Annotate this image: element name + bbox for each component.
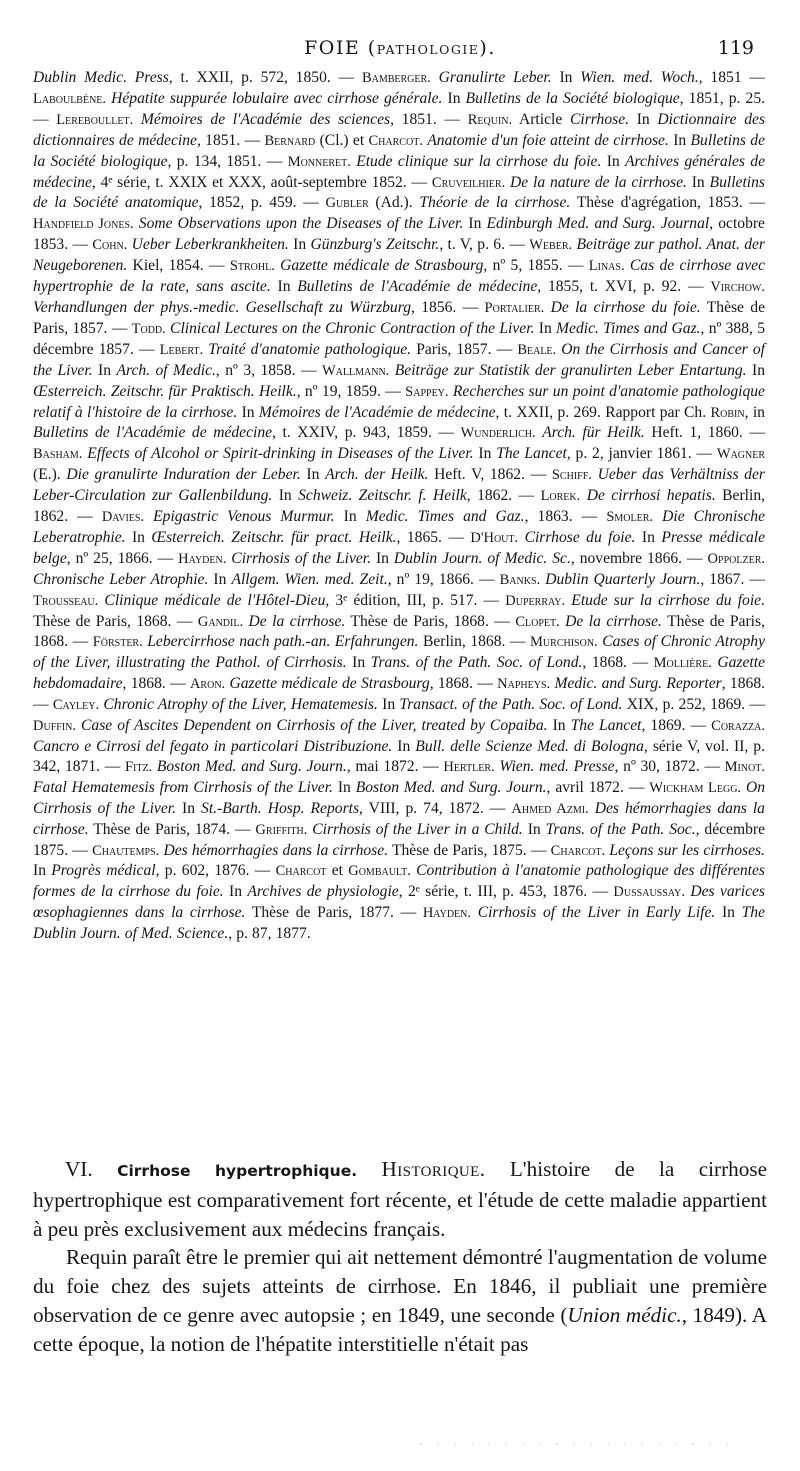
biblio-title: Verhandlungen der phys.-medic. Gesellschaft zu Würzburg [33,298,412,316]
biblio-text: , 1855, t. XVI, p. 92. — [537,278,711,296]
biblio-title: Die granulirte Induration der Leber. [66,466,301,484]
biblio-author: Robin [710,404,745,421]
biblio-text: In [522,820,546,838]
biblio-text: , 1868. — [33,675,766,714]
biblio-author: Gandil. [197,613,244,630]
biblio-author: Duperray. [505,592,566,609]
biblio-text: (Ad.). [368,194,420,212]
biblio-text: In [715,904,742,922]
biblio-title: The Lancet [496,445,567,463]
biblio-text: , 1852, p. 459. — [198,194,326,212]
biblio-author: Sappey. [405,383,449,400]
biblio-title: Bulletins de l'Académie de médecine [297,278,538,296]
biblio-text: In [463,215,487,233]
biblio-text: In [332,778,356,796]
biblio-text: , 3ᵉ édition, III, p. 517. — [325,591,506,609]
biblio-title: Ueber Leberkrankheiten. [131,236,289,254]
biblio-title: On Cirrhosis of the Liver. [33,778,765,817]
biblio-title: De la cirrhose du foie. [550,298,701,316]
biblio-title: Dublin Journ. of Medic. Sc. [393,549,571,567]
biblio-text: In [668,131,691,149]
biblio-text: , avril 1872. — [546,778,650,796]
running-head [0,36,800,62]
biblio-title: De cirrhosi hepatis. [586,487,716,505]
biblio-author: Wallmann. [322,362,390,379]
biblio-text: , t. XXII, p. 572, 1850. — [168,69,362,86]
biblio-text: In [547,717,571,735]
biblio-text: , 4ᵉ série, t. XXIX et XXX, août-septembre 1852. — [91,173,432,191]
biblio-title: Arch. of Medic. [116,361,216,379]
biblio-title: Effects of Alcohol or Spirit-drinking in Diseases of the Liver. [87,445,474,463]
biblio-text: et [326,862,349,880]
biblio-title: Bulletins de la Société biologique [465,89,680,107]
biblio-title: Clinique médicale de l'Hôtel-Dieu [104,591,326,609]
biblio-title: Théorie de la cirrhose. [419,194,571,212]
section-paragraph-2 [33,1243,767,1358]
biblio-title: Anatomie d'un foie atteint de cirrhose. [427,131,669,149]
biblio-title: Boston Med. and Surg. Journ. [156,757,347,775]
biblio-title: Chronische Leber Atrophie. [33,570,209,588]
biblio-text: In [125,528,152,546]
biblio-text: , p. 602, 1876. — [155,862,276,880]
section-paragraph-1 [33,1155,767,1243]
biblio-text: , nº 388, 5 décembre 1857. — [33,319,765,358]
biblio-text: , série V, vol. II, p. 342, 1871. — [33,738,765,775]
biblio-text: , 1851. — [196,131,265,149]
biblio-title: Bull. delle Scienze Med. di Bologna [415,738,644,755]
biblio-text: In [208,570,232,588]
biblio-author: Smoler. [606,509,654,526]
biblio-title: Gazette médicale de Strasbourg [280,257,484,275]
biblio-text: , 1851. — [390,110,468,128]
biblio-text: , nº 30, 1872. — [614,757,725,775]
biblio-text: In [223,883,248,901]
biblio-title: Gazette hebdomadaire [33,654,765,693]
biblio-title: Des hémorrhagies dans la cirrhose. [33,799,765,838]
biblio-title: Leçons sur les cirrhoses. [609,841,765,859]
biblio-title: Allgem. Wien. med. Zeit. [231,570,388,588]
biblio-text: In [635,528,662,546]
biblio-text: In [346,654,371,672]
biblio-text: In [746,361,765,379]
biblio-author: Griffith. [255,821,308,838]
biblio-title: Cirrhosis of the Liver. [231,549,372,567]
biblio-title: Granulirte Leber. [438,69,552,86]
biblio-title: Medic. and Surg. Reporter [554,675,722,693]
biblio-author: Hertler. [443,758,495,775]
biblio-text: , 1868. — [429,675,498,693]
biblio-text: Thèse de Paris, 1868. — [345,612,516,630]
biblio-title: Schweiz. Zeitschr. f. Heilk [298,487,467,505]
biblio-author: Minot. [724,758,765,775]
biblio-text: (E.). [33,466,67,484]
biblio-text: , nº 19, 1859. — [296,382,406,400]
biblio-author: Clopet. [515,613,560,630]
biblio-text: Thèse de Paris, 1877. — [245,904,423,922]
biblio-text: In [442,89,466,107]
biblio-text: In [175,799,202,817]
biblio-text: Berlin, 1862. — [33,487,766,526]
page-number: 119 [717,37,754,59]
biblio-title: Contribution à l'anatomie pathologique des différentes formes de la cirrhose du foie. [33,862,765,901]
biblio-title: Archives générales de médecine [33,152,765,191]
running-title [0,36,800,62]
biblio-text: (Cl.) et [315,131,369,149]
biblio-text [144,508,153,525]
biblio-author: Strohl. [229,258,275,275]
biblio-author: Charcot [275,863,327,880]
biblio-title: Clinical Lectures on the Chronic Contraction of the Liver. [170,319,535,337]
biblio-author: Cayley. [52,697,100,714]
biblio-text: , octobre 1853. — [33,215,765,254]
biblio-title: Some Observations upon the Diseases of the Liver. [138,215,464,233]
section-historique-label: Historique. [381,1157,486,1181]
biblio-title: On the Cirrhosis and Cancer of the Liver. [33,340,765,379]
biblio-text [431,69,439,86]
biblio-text: XIX, p. 252, 1869. — [622,696,766,714]
biblio-author: Ahmed Azmi. [511,800,589,817]
biblio-author: Trousseau. [33,592,99,609]
biblio-text: In [629,110,658,128]
biblio-title: Des varices œsophagiennes dans la cirrhose. [33,883,765,922]
biblio-author: Hayden. [178,550,227,567]
biblio-text: , 1851, p. 25. — [33,89,766,128]
biblio-title: Cirrhosis of the Liver in a Child. [312,820,523,838]
title-open-paren: ( [367,37,377,59]
biblio-text: , t. XXIV, p. 943, 1859. — [272,424,461,442]
biblio-text: , 1863. — [524,508,607,526]
title-main: FOIE [304,37,361,59]
biblio-author: Chautemps. [92,842,160,859]
biblio-title: Dublin Quarterly Journ. [545,570,701,588]
biblio-title: Epigastric Venous Murmur. [153,508,335,526]
title-sub: PATHOLOGIE [376,42,480,57]
biblio-title: Chronic Atrophy of the Liver, Hematemesis. [103,696,378,714]
biblio-text: , t. V, p. 6. — [439,236,530,254]
biblio-title: Wien. med. Presse [499,757,615,775]
biblio-text: In [392,738,416,755]
biblio-title: Traité d'anatomie pathologique. [208,340,412,358]
biblio-title: Die Chronische Leberatrophie. [33,508,765,546]
biblio-author: Banks. [499,571,541,588]
biblio-text: In [92,361,117,379]
biblio-title: Cancro e Cirrosi del fegato in particolari Distribuzione. [33,738,393,755]
biblio-author: Linas. [588,258,625,275]
biblio-text: , 1865. — [396,528,471,546]
biblio-author: Napheys. [497,676,551,693]
biblio-author: Beale. [517,341,557,358]
biblio-text: In [686,173,710,191]
biblio-text: In [288,236,311,254]
biblio-title: Hépatite suppurée lobulaire avec cirrhose générale. [111,89,443,107]
biblio-text: , 1851 — [698,69,766,86]
biblio-author: Virchow. [710,279,765,296]
biblio-author: Bernard [264,132,316,149]
biblio-title: Lebercirrhose nach path.-an. Erfahrungen. [147,633,419,651]
biblio-title: Cirrhose du foie. [524,528,636,546]
biblio-title: The Lancet [570,717,642,735]
biblio-author: Lebert. [159,341,204,358]
biblio-author: Dussaussay. [613,884,685,901]
biblio-title: Presse médicale belge [33,528,766,567]
biblio-author: Lereboullet. [56,111,134,128]
biblio-title: Ueber das Verhältniss der Leber-Circulation zur Gallenbildung. [33,466,765,505]
section-paragraph-2-citation: Union médic. [567,1302,682,1327]
biblio-title: Bulletins de l'Académie de médecine [33,424,273,442]
biblio-text: , mai 1872. — [346,757,444,775]
biblio-text: Thèse de Paris, 1875. — [388,841,551,859]
biblio-author: Duffin. [33,718,76,735]
biblio-author: Monneret. [287,153,351,170]
bibliography-block [33,68,765,944]
biblio-title: Beiträge zur pathol. Anat. der Neugeborenen. [33,236,765,275]
biblio-text: , in [744,403,765,421]
biblio-text [653,508,662,525]
biblio-author: Lorek. [540,488,581,505]
biblio-text: Berlin, 1868. — [418,633,531,651]
biblio-title: Günzburg's Zeitschr. [310,236,440,254]
biblio-text: In [272,487,299,505]
biblio-author: Wickham Legg. [649,779,742,796]
biblio-title: Case of Ascites Dependent on Cirrhosis of the Liver, treated by Copaiba. [81,717,548,735]
biblio-title: Cirrhosis of the Liver in Early Life. [477,904,716,922]
biblio-title: Des hémorrhagies dans la cirrhose. [163,841,389,859]
biblio-text: Thèse de Paris, 1857. — [33,298,766,337]
biblio-author: Laboulbène. [33,90,107,107]
biblio-text: , 1862. — [466,487,541,505]
biblio-title: Bulletins de la Société biologique [33,131,765,170]
biblio-title: De la cirrhose. [248,612,346,630]
biblio-title: Trans. of the Path. Soc. of Lond. [370,654,583,672]
biblio-title: Cases of Chronic Atrophy of the Liver, illustrating the Pathol. of Cirrhosis. [33,633,765,672]
biblio-title: Wien. med. Woch. [580,69,699,86]
biblio-text: Thèse de Paris, 1868. — [33,612,198,630]
biblio-title: Transact. of the Path. Soc. of Lond. [399,696,623,714]
biblio-author: Wunderlich. [460,425,536,442]
biblio-author: Corazza. [711,718,766,735]
biblio-author: Weber. [529,237,573,254]
biblio-title: Bulletins de la Société anatomique [33,173,765,212]
biblio-title: Beiträge zur Statistik der granulirten Leber Entartung. [394,361,747,379]
biblio-text: In [551,69,581,86]
biblio-text: , p. 134, 1851. — [167,152,288,170]
section-title: Cirrhose hypertrophique. [117,1162,358,1180]
biblio-author: Schiff. [551,467,592,484]
biblio-title: Etude clinique sur la cirrhose du foie. [356,152,602,170]
biblio-text: Kiel, 1854. — [127,257,230,275]
biblio-title: Trans. of the Path. Soc. [545,820,696,838]
biblio-title: The Dublin Journ. of Med. Science. [33,904,766,943]
biblio-author: Murchison. [530,634,598,651]
biblio-title: Medic. Times and Gaz. [556,319,701,337]
biblio-text: , nº 19, 1866. — [387,570,500,588]
biblio-author: Handfield Jones. [33,216,134,233]
biblio-text: In [270,278,298,296]
biblio-text: In [377,696,400,714]
biblio-title: Cas de cirrhose avec hypertrophie de la rate, sans ascite. [33,257,765,296]
title-close-paren: ). [479,37,496,59]
biblio-author: Hayden. [422,905,472,922]
biblio-text: , décembre 1875. — [33,820,766,859]
biblio-author: Davies. [101,509,145,526]
biblio-title: De la nature de la cirrhose. [510,173,687,191]
biblio-text: , 1868. — [582,654,654,672]
biblio-title: Edinburgh Med. and Surg. Journal [486,215,710,233]
biblio-author: Mollière. [653,655,712,672]
biblio-author: Förster. [92,634,143,651]
biblio-text: , 1868. — [122,675,190,693]
biblio-text: In [334,508,366,526]
biblio-title: Dictionnaire des dictionnaires de médecine [33,110,766,149]
biblio-author: Gubler [325,195,369,212]
biblio-title: Archives de physiologie [247,883,399,901]
biblio-text: Thèse d'agrégation, 1853. — [570,194,765,212]
biblio-title: De la cirrhose. [565,612,662,630]
bottom-print-marks: . . . . . . . . . . . . . . . . . . . [420,1437,735,1447]
biblio-text: Thèse de Paris, 1868. — [33,612,765,651]
section-vi [33,1155,767,1359]
biblio-text: Heft. 1, 1860. — [644,424,765,442]
biblio-title: Mémoires de l'Académie de médecine [258,403,496,421]
biblio-text: In [33,862,52,880]
biblio-text: Article [512,110,570,128]
biblio-text: In [473,445,497,463]
biblio-title: Cirrhose. [569,110,630,128]
biblio-title: Medic. Times and Gaz. [365,508,525,526]
biblio-author: Aron. [189,676,226,693]
section-number: VI. [65,1157,93,1181]
biblio-text: Thèse de Paris, 1874. — [88,820,256,838]
biblio-title: Etude sur la cirrhose du foie. [571,591,765,609]
section-paragraph-1-text: L'histoire de la cirrhose hypertrophique est comparativement fort récente, et l'étude de cette maladie appartient à peu près exclusivement aux médecins français. [33,1157,767,1241]
biblio-author: Requin. [467,111,513,128]
biblio-title: Œsterreich. Zeitschr. für Praktisch. Heilk. [33,382,297,400]
biblio-text [133,111,141,128]
biblio-text: In [371,549,394,567]
biblio-title: Fatal Hematemesis from Cirrhosis of the Liver. [33,778,333,796]
biblio-author: Charcot. [368,132,423,149]
biblio-text: , 1869. — [641,717,712,735]
biblio-text: , nº 25, 1866. — [66,549,179,567]
biblio-author: D'Hout. [470,529,519,546]
biblio-title: Arch. für Heilk. [542,424,645,442]
biblio-title: Progrès médical [51,862,156,880]
biblio-title: Œsterreich. Zeitschr. für pract. Heilk. [151,528,397,546]
biblio-text: , nº 5, 1855. — [483,257,589,275]
biblio-title: St.-Barth. Hosp. Reports [201,799,360,817]
biblio-author: Oppolzer. [707,550,765,567]
biblio-text: , t. XXII, p. 269. Rapport par Ch. [495,403,711,421]
biblio-text: , p. 2, janvier 1861. — [566,445,717,463]
biblio-text: In [534,319,557,337]
biblio-text: , novembre 1866. — [570,549,708,567]
biblio-title: Boston Med. and Surg. Journ. [355,778,547,796]
biblio-author: Wagner [716,446,766,463]
biblio-author: Cohn. [92,237,128,254]
biblio-text: Heft. V, 1862. — [428,466,552,484]
biblio-author: Fitz. [124,758,153,775]
biblio-text: , p. 87, 1877. [228,925,311,943]
biblio-text: , VIII, p. 74, 1872. — [359,799,512,817]
biblio-title: Arch. der Heilk. [325,466,429,484]
biblio-author: Bamberger. [361,70,431,86]
biblio-author: Charcot. [550,842,606,859]
biblio-text [471,904,478,921]
biblio-text: , 1867. — [700,570,766,588]
biblio-author: Basham. [33,446,83,463]
biblio-author: Portalier. [484,299,545,316]
biblio-title: Mémoires de l'Académie des sciences [140,110,391,128]
biblio-title: Recherches sur un point d'anatomie pathologique relatif à l'histoire de la cirrhose. [33,382,765,421]
biblio-text: , nº 3, 1858. — [215,361,322,379]
biblio-text: , 2ᵉ série, t. III, p. 453, 1876. — [398,883,614,901]
biblio-title: Dublin Medic. Press [33,69,169,86]
biblio-text: Paris, 1857. — [411,340,518,358]
biblio-text: In [237,403,259,421]
biblio-author: Cruveilhier. [431,174,506,191]
section-paragraph-2-text-a: Requin paraît être le premier qui ait nettement démontré l'augmentation de volume du foie chez des sujets atteints de cirrhose. En 1846, il publiait une première observation de ce genre avec autopsie ; en 1849, une seconde ( [33,1245,767,1327]
biblio-text: In [300,466,326,484]
section-paragraph-2-text-b: , 1849). A cette époque, la notion de l'hépatite interstitielle n'était pas [33,1302,767,1356]
biblio-text: , 1856. — [411,298,485,316]
biblio-text: In [601,152,626,170]
biblio-author: Gombault. [348,863,411,880]
biblio-author: Todd. [131,320,166,337]
biblio-title: Gazette médicale de Strasbourg [229,675,430,693]
